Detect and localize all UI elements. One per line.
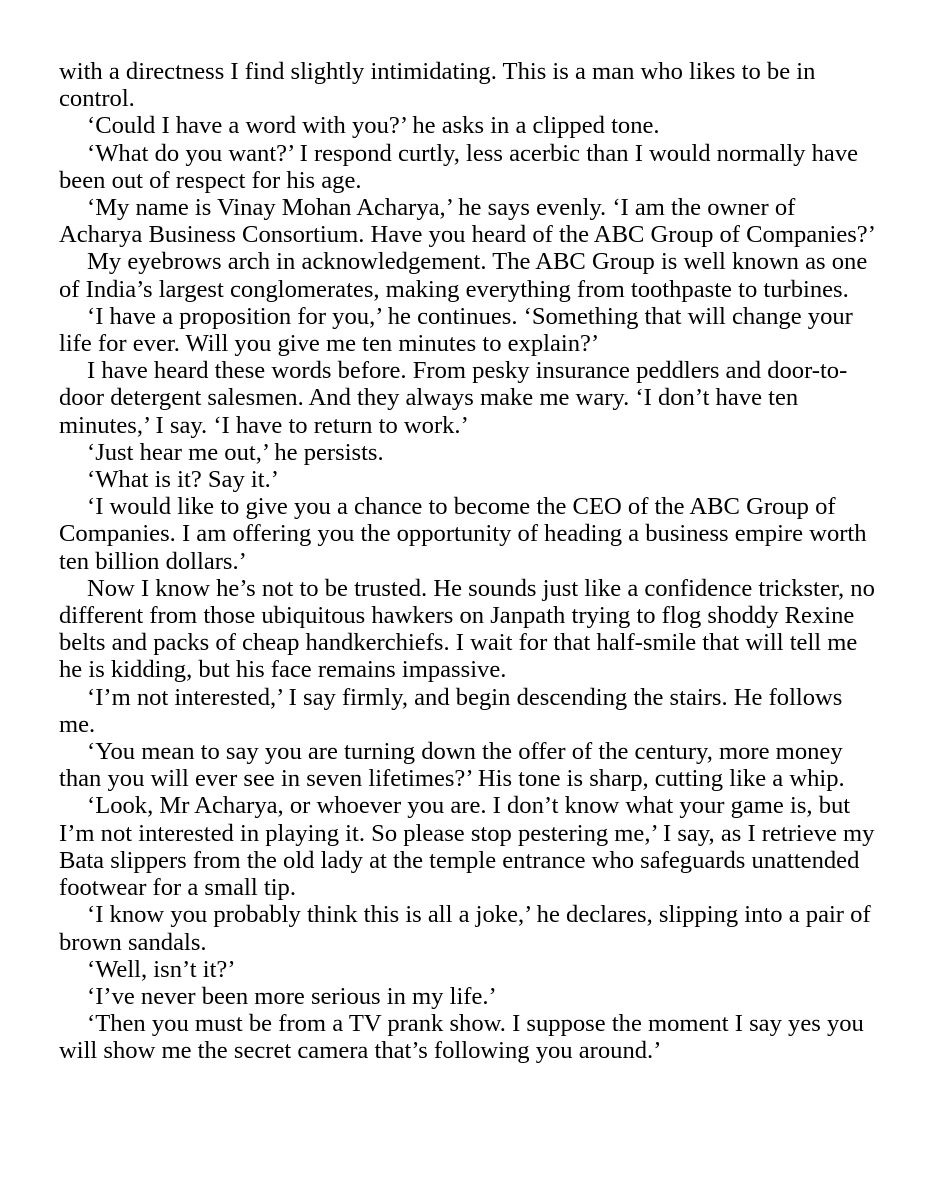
paragraph: ‘Just hear me out,’ he persists.	[87, 438, 384, 466]
paragraph: ‘I have a proposition for you,’ he continues. ‘Something that will change your life for ever. Will you give me ten minutes to explain?’	[59, 302, 853, 358]
paragraph: ‘I’m not interested,’ I say firmly, and begin descending the stairs. He follows me.	[59, 683, 843, 738]
paragraph: ‘What is it? Say it.’	[87, 466, 279, 494]
paragraph: ‘Could I have a word with you?’ he asks in a clipped tone.	[87, 112, 660, 140]
paragraph: ‘I know you probably think this is all a joke,’ he declares, slipping into a pair of brown sandals.	[59, 901, 871, 956]
paragraph: ‘What do you want?’ I respond curtly, less acerbic than I would normally have been out of respect for his age.	[59, 139, 859, 194]
paragraph: My eyebrows arch in acknowledgement. The ABC Group is well known as one of India’s largest conglomerates, making everything from toothpaste to turbines.	[59, 248, 868, 303]
paragraph: ‘Then you must be from a TV prank show. I suppose the moment I say yes you will show me the secret camera that’s following you around.’	[59, 1010, 864, 1065]
paragraph-continued: with a directness I find slightly intimidating. This is a man who likes to be in control.	[59, 58, 816, 113]
paragraph: ‘I would like to give you a chance to become the CEO of the ABC Group of Companies. I am offering you the opportunity of heading a business empire worth ten billion dollars.’	[59, 493, 867, 575]
book-page	[59, 58, 883, 1065]
paragraph: ‘My name is Vinay Mohan Acharya,’ he says evenly. ‘I am the owner of Acharya Business Consortium. Have you heard of the ABC Group of Companies?’	[59, 194, 876, 249]
paragraph: ‘I’ve never been more serious in my life.’	[87, 982, 497, 1010]
paragraph: ‘Look, Mr Acharya, or whoever you are. I don’t know what your game is, but I’m not interested in playing it. So please stop pestering me,’ I say, as I retrieve my Bata slippers from the old lady at the temple entrance who safeguards unattended footwear for a small tip.	[59, 792, 875, 902]
paragraph: Now I know he’s not to be trusted. He sounds just like a confidence trickster, no different from those ubiquitous hawkers on Janpath trying to flog shoddy Rexine belts and packs of cheap handkerchiefs. I wait for that half-smile that will tell me he is kidding, but his face remains impassive.	[59, 574, 875, 684]
paragraph: I have heard these words before. From pesky insurance peddlers and door-to-door detergent salesmen. And they always make me wary. ‘I don’t have ten minutes,’ I say. ‘I have to return to work.’	[59, 357, 848, 439]
paragraph: ‘Well, isn’t it?’	[87, 955, 236, 983]
paragraph: ‘You mean to say you are turning down the offer of the century, more money than you will ever see in seven lifetimes?’ His tone is sharp, cutting like a whip.	[59, 738, 845, 793]
